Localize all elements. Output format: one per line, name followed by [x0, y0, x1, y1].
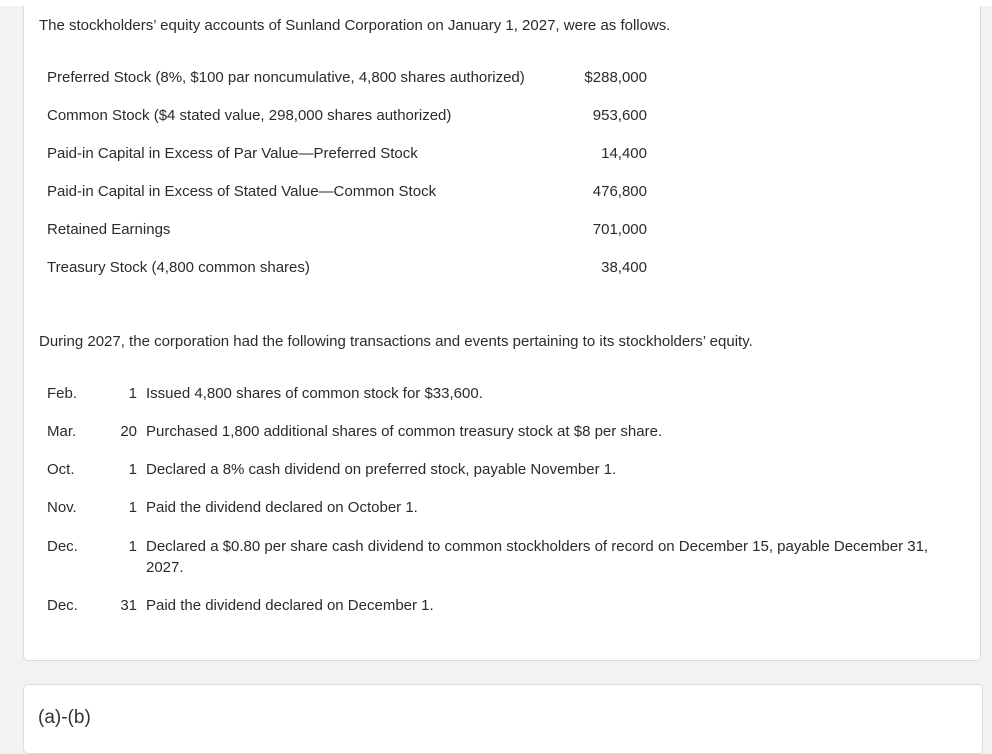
section-label: (a)-(b)	[38, 707, 91, 728]
transaction-month: Dec.	[47, 538, 78, 555]
transaction-description: Declared a $0.80 per share cash dividend to common stockholders of record on December 15, payable December 31, 2027.	[146, 538, 929, 576]
account-row	[47, 220, 647, 240]
account-amount: 701,000	[592, 221, 647, 238]
account-row	[47, 106, 647, 126]
account-row	[47, 144, 647, 164]
account-amount: 14,400	[601, 145, 647, 162]
account-row	[47, 182, 647, 202]
account-label: Retained Earnings	[47, 221, 171, 238]
account-label: Treasury Stock (4,800 common shares)	[47, 259, 310, 276]
account-label: Common Stock ($4 stated value, 298,000 shares authorized)	[47, 107, 452, 124]
transaction-day: 1	[128, 499, 137, 516]
transaction-description: Purchased 1,800 additional shares of common treasury stock at $8 per share.	[146, 423, 663, 440]
transaction-month: Mar.	[47, 423, 77, 440]
transaction-month: Dec.	[47, 597, 78, 614]
account-label: Paid-in Capital in Excess of Stated Value—Common Stock	[47, 183, 437, 200]
transaction-month: Oct.	[47, 461, 75, 478]
account-amount: 38,400	[601, 259, 647, 276]
intro-text: The stockholders’ equity accounts of Sunland Corporation on January 1, 2027, were as follows.	[39, 17, 671, 34]
transaction-description: Paid the dividend declared on December 1.	[146, 597, 434, 614]
transaction-day: 20	[120, 423, 137, 440]
account-label: Preferred Stock (8%, $100 par noncumulative, 4,800 shares authorized)	[47, 69, 525, 86]
transaction-month: Nov.	[47, 499, 77, 516]
transaction-day: 1	[128, 461, 137, 478]
transaction-day: 1	[128, 385, 137, 402]
problem-card	[23, 6, 981, 661]
transaction-description: Paid the dividend declared on October 1.	[146, 499, 418, 516]
transaction-description: Declared a 8% cash dividend on preferred stock, payable November 1.	[146, 461, 617, 478]
account-label: Paid-in Capital in Excess of Par Value—Preferred Stock	[47, 145, 418, 162]
transaction-day: 1	[128, 538, 137, 555]
answer-section-card	[23, 684, 983, 754]
account-amount: $288,000	[584, 69, 647, 86]
account-row	[47, 68, 647, 88]
account-amount: 476,800	[592, 183, 647, 200]
account-row	[47, 258, 647, 278]
account-amount: 953,600	[592, 107, 647, 124]
transaction-day: 31	[120, 597, 137, 614]
transaction-description: Issued 4,800 shares of common stock for $33,600.	[146, 385, 483, 402]
transactions-intro: During 2027, the corporation had the following transactions and events pertaining to its stockholders’ equity.	[39, 333, 753, 350]
transaction-month: Feb.	[47, 385, 78, 402]
